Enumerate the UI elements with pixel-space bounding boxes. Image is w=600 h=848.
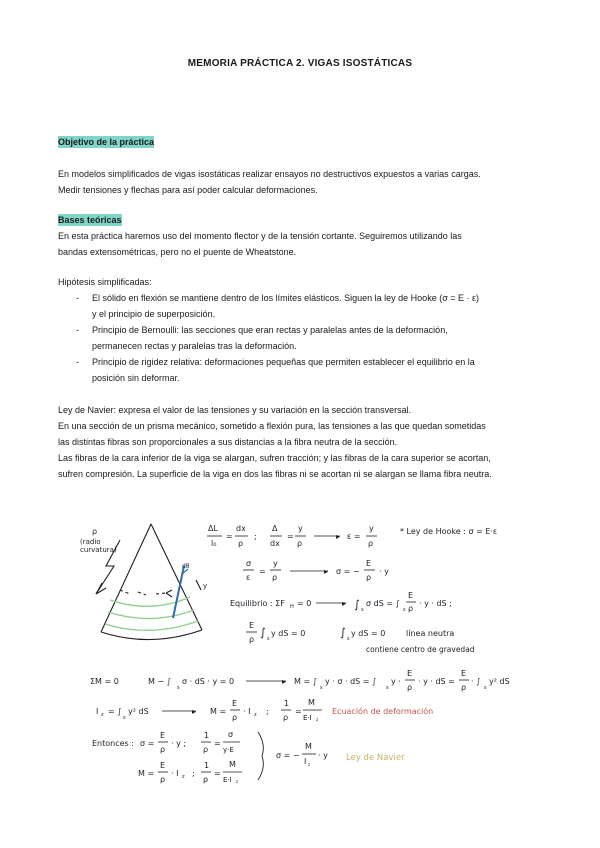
svg-text:E·I: E·I: [223, 776, 232, 784]
svg-text:z: z: [254, 712, 257, 718]
svg-text:E: E: [407, 669, 413, 678]
svg-text:ΔL: ΔL: [208, 524, 218, 533]
svg-text:y: y: [369, 524, 374, 533]
svg-text:s: s: [347, 636, 350, 642]
svg-text:ρ: ρ: [461, 683, 467, 692]
svg-text:E: E: [366, 559, 372, 568]
svg-text:▸: ▸: [342, 599, 347, 608]
equation-inertia: [96, 698, 322, 722]
svg-text:▸: ▸: [192, 707, 197, 716]
svg-text:= 0: = 0: [297, 599, 312, 608]
section-heading-bases: Bases teóricas: [58, 215, 122, 225]
svg-text:ρ: ρ: [272, 573, 278, 582]
svg-text:=: =: [287, 532, 294, 541]
dtheta-label: dθ: [182, 563, 190, 570]
svg-text:E: E: [160, 761, 166, 770]
svg-text:1: 1: [204, 761, 210, 770]
svg-text:· y: · y: [379, 567, 389, 576]
svg-text:σ dS = ∫: σ dS = ∫: [366, 599, 400, 608]
svg-text:ρ: ρ: [366, 573, 372, 582]
objetivo-line-1: En modelos simplificados de vigas isostáticas realizar ensayos no destructivos expuestos a varias cargas.: [58, 169, 481, 179]
radio-label: (radio: [80, 538, 101, 546]
objetivo-line-2: Medir tensiones y flechas para así poder calcular deformaciones.: [58, 185, 318, 195]
svg-text:=: =: [259, 567, 266, 576]
svg-text:Entonces :: Entonces :: [92, 739, 134, 748]
svg-text:σ: σ: [246, 559, 252, 568]
svg-text:s: s: [484, 685, 487, 691]
svg-text:ρ: ρ: [238, 539, 244, 548]
svg-text:y: y: [298, 524, 303, 533]
svg-text:s: s: [403, 607, 406, 613]
svg-text:ρ: ρ: [297, 539, 303, 548]
svg-text:s: s: [123, 715, 126, 721]
svg-text:E: E: [160, 731, 166, 740]
svg-text:y ·: y ·: [391, 677, 401, 686]
equation-strain: [207, 524, 377, 548]
svg-text:· I: · I: [243, 707, 251, 716]
svg-text:E: E: [408, 591, 414, 600]
svg-text:ΣM = 0: ΣM = 0: [90, 677, 119, 686]
svg-text:M: M: [229, 760, 236, 769]
svg-text:ρ: ρ: [368, 539, 374, 548]
svg-text:I: I: [96, 707, 99, 716]
svg-text:y·E: y·E: [223, 746, 234, 754]
svg-text:s: s: [177, 685, 180, 691]
equation-entonces: [92, 730, 328, 784]
hipotesis-label: Hipótesis simplificadas:: [58, 277, 152, 287]
svg-text:M =: M =: [138, 769, 155, 778]
svg-text:Equilibrio : ΣF: Equilibrio : ΣF: [230, 599, 285, 608]
beam-curvature-diagram: [96, 524, 202, 640]
svg-text:σ · dS · y = 0: σ · dS · y = 0: [182, 677, 235, 686]
svg-text:∫: ∫: [260, 626, 266, 639]
svg-text:=: =: [214, 739, 221, 748]
svg-text:dx: dx: [270, 539, 280, 548]
navier-line-5: sufren compresión. La superficie de la viga en dos las fibras ni se acortan ni se alargan se llama fibra neutra.: [58, 469, 492, 479]
svg-text:=: =: [295, 707, 302, 716]
svg-text:z: z: [316, 717, 319, 722]
list-item: - El sólido en flexión se mantiene dentro de los límites elásticos. Siguen la ley de Hooke (σ = E · ε) y el principio de superposición.: [58, 290, 548, 322]
hooke-note: * Ley de Hooke : σ = E·ε: [400, 527, 498, 536]
curvatura-label: curvatura): [80, 546, 117, 554]
svg-text:ρ: ρ: [232, 713, 238, 722]
svg-text:M =: M =: [210, 707, 227, 716]
svg-text:y² dS: y² dS: [128, 707, 149, 716]
svg-text:= ∫: = ∫: [108, 707, 122, 716]
svg-text:l₀: l₀: [211, 539, 217, 548]
svg-text:E: E: [461, 669, 467, 678]
svg-text:· I: · I: [171, 769, 179, 778]
svg-text:M: M: [305, 742, 312, 751]
list-item: - Principio de rigidez relativa: deformaciones pequeñas que permiten establecer el equilibrio en la posición sin deformar.: [58, 354, 548, 386]
svg-text:ε: ε: [246, 573, 251, 582]
svg-text:ρ: ρ: [160, 775, 166, 784]
svg-text:ρ: ρ: [160, 745, 166, 754]
equation-sigma: [243, 559, 389, 582]
svg-text:;: ;: [266, 707, 269, 716]
svg-text:z: z: [101, 712, 104, 718]
svg-text:E: E: [232, 699, 238, 708]
svg-text:· y ;: · y ;: [171, 739, 187, 748]
svg-text:· y: · y: [318, 751, 328, 760]
section-heading-objetivo: Objetivo de la práctica: [58, 137, 155, 147]
svg-text:z: z: [182, 774, 185, 780]
svg-text:σ = −: σ = −: [276, 751, 300, 760]
page-title: MEMORIA PRÁCTICA 2. VIGAS ISOSTÁTICAS: [187, 58, 413, 69]
svg-text:ε =: ε =: [347, 532, 361, 541]
svg-text:ρ: ρ: [283, 713, 289, 722]
svg-text:1: 1: [204, 731, 210, 740]
equation-moment: [90, 669, 510, 692]
bases-line-1: En esta práctica haremos uso del momento flector y de la tensión cortante. Seguiremos utilizando las: [58, 231, 462, 241]
navier-line-4: Las fibras de la cara inferior de la viga se alargan, sufren tracción; y las fibras de la cara superior se acortan,: [58, 453, 491, 463]
svg-text:σ: σ: [228, 730, 234, 739]
svg-text:1: 1: [284, 699, 290, 708]
svg-text:σ =: σ =: [140, 739, 155, 748]
svg-text:ρ: ρ: [407, 683, 413, 692]
navier-line-1: Ley de Navier: expresa el valor de las tensiones y su variación en la sección transversal.: [58, 405, 412, 415]
centro-gravedad-note: contiene centro de gravedad: [366, 645, 475, 654]
svg-text:z: z: [308, 762, 311, 767]
svg-text:y: y: [273, 559, 278, 568]
svg-text:ρ: ρ: [249, 635, 255, 644]
svg-text:I: I: [304, 757, 307, 766]
svg-text:· ∫: · ∫: [471, 677, 481, 686]
list-item: - Principio de Bernoulli: las secciones que eran rectas y paralelas antes de la deformación, permanecen rectas y paralelas tras la deformación.: [58, 322, 548, 354]
svg-text:;: ;: [254, 532, 257, 541]
svg-text:s: s: [361, 607, 364, 613]
svg-text:ρ: ρ: [408, 604, 414, 613]
svg-text:dx: dx: [236, 524, 246, 533]
svg-text:∫: ∫: [354, 598, 360, 611]
ecuacion-deformacion-note: Ecuación de deformación: [332, 707, 434, 716]
rho-label: ρ: [92, 527, 98, 536]
svg-text:· y · dS =: · y · dS =: [418, 677, 455, 686]
svg-text:▸: ▸: [324, 567, 329, 576]
svg-text:H: H: [290, 604, 294, 610]
svg-text:=: =: [226, 532, 233, 541]
svg-text:s: s: [320, 685, 323, 691]
svg-text:Δ: Δ: [272, 524, 278, 533]
svg-text:M − ∫: M − ∫: [148, 677, 171, 686]
linea-neutra-note: línea neutra: [406, 629, 455, 638]
ley-navier-note: Ley de Navier: [346, 753, 405, 763]
svg-text:ρ: ρ: [203, 775, 209, 784]
svg-text:z: z: [236, 779, 239, 784]
svg-text:▸: ▸: [282, 677, 287, 686]
svg-text:;: ;: [192, 769, 195, 778]
svg-text:M = ∫: M = ∫: [294, 677, 317, 686]
svg-text:∫: ∫: [340, 626, 346, 639]
svg-text:y² dS: y² dS: [489, 677, 510, 686]
svg-text:=: =: [214, 769, 221, 778]
svg-text:M: M: [308, 698, 315, 707]
y-label: y: [203, 582, 208, 590]
svg-text:s: s: [267, 636, 270, 642]
svg-text:▸: ▸: [336, 532, 341, 541]
navier-line-3: las distintas fibras son proporcionales a sus distancias a la fibra neutra de la sección.: [58, 437, 398, 447]
svg-text:y dS = 0: y dS = 0: [351, 629, 386, 638]
svg-text:s: s: [386, 685, 389, 691]
svg-text:E: E: [249, 621, 255, 630]
bases-line-2: bandas extensométricas, pero no el puente de Wheatstone.: [58, 247, 297, 257]
svg-text:σ = −: σ = −: [336, 567, 360, 576]
svg-text:· y · dS ;: · y · dS ;: [419, 599, 452, 608]
svg-text:y · σ · dS = ∫: y · σ · dS = ∫: [325, 677, 377, 686]
svg-text:E·I: E·I: [303, 714, 312, 722]
svg-text:y dS = 0: y dS = 0: [271, 629, 306, 638]
svg-text:ρ: ρ: [203, 745, 209, 754]
navier-line-2: En una sección de un prisma mecánico, sometido a flexión pura, las tensiones a las que quedan sometidas: [58, 421, 486, 431]
